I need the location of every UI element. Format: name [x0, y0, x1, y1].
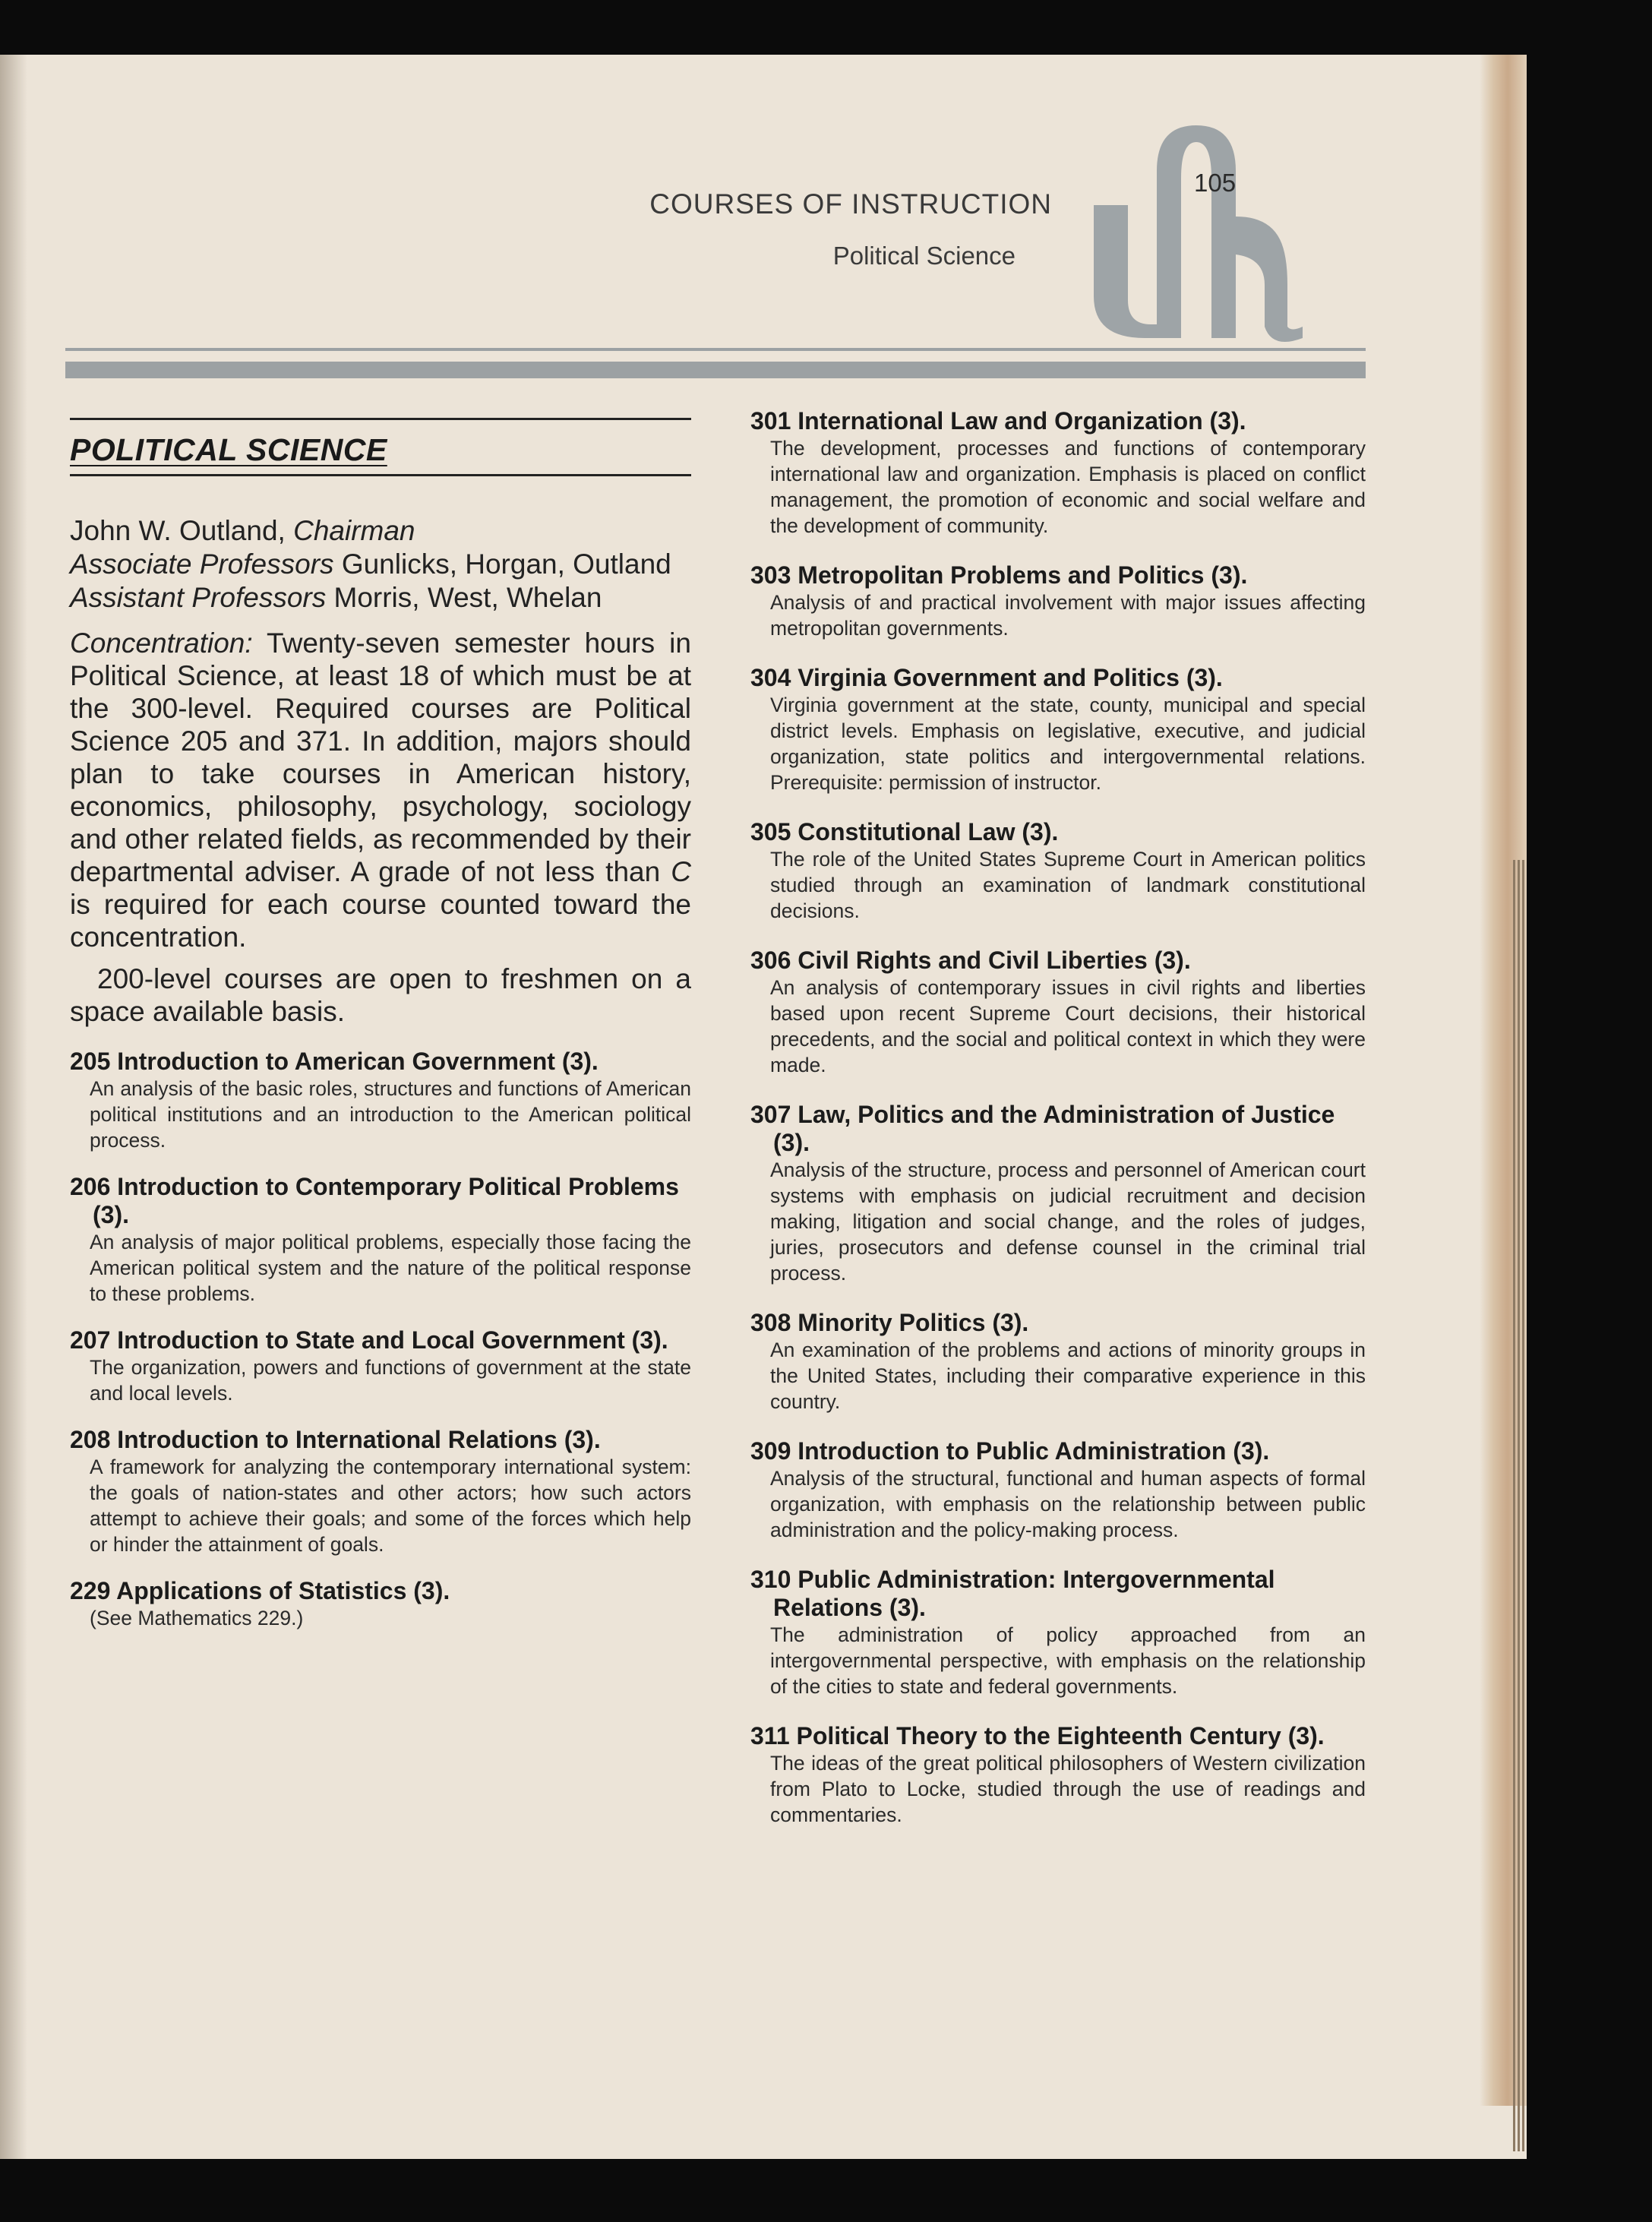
course-229 [70, 1577, 691, 1631]
course-304 [750, 664, 1366, 795]
course-207 [70, 1326, 691, 1406]
page-edge [1480, 55, 1527, 2106]
course-title: 305 Constitutional Law (3). [750, 818, 1059, 845]
course-208 [70, 1426, 691, 1557]
course-description: Analysis of and practical involvement with major issues affecting metropolitan governments. [770, 591, 1366, 640]
section-heading [70, 418, 691, 476]
page-number: 105 [1194, 169, 1237, 197]
header-bar [65, 362, 1366, 378]
course-205 [70, 1048, 691, 1153]
course-309 [750, 1437, 1366, 1543]
course-310 [750, 1566, 1366, 1699]
header-rule [65, 348, 1366, 351]
running-header-subtitle: Political Science [832, 242, 1016, 270]
chairman-line [70, 514, 691, 548]
course-206 [70, 1173, 691, 1307]
course-title: 301 International Law and Organization (3). [750, 407, 1246, 435]
chairman-name: John W. Outland, [70, 515, 286, 546]
concentration-paragraph: Concentration: Twenty-seven semester hours in Political Science, at least 18 of which must be at the 300-level. Required courses are Political Science 205 and 371. In addition, majors should plan to take courses in American history, economics, philosophy, psychology, sociology and other related fields, as recommended by their departmental adviser. A grade of not less than C is required for each course counted toward the concentration. [70, 627, 691, 953]
course-description: (See Mathematics 229.) [90, 1607, 304, 1629]
course-description: The role of the United States Supreme Court in American politics studied through an examination of landmark constitutional decisions. [770, 848, 1366, 922]
course-title: 310 Public Administration: Intergovernmental Relations (3). [750, 1566, 1275, 1621]
course-description: The development, processes and functions of contemporary international law and organization. Emphasis is placed on conflict management, the promotion of economic and social welfare and the development of community. [770, 437, 1366, 537]
chairman-role: Chairman [293, 515, 415, 546]
course-title: 307 Law, Politics and the Administration of Justice (3). [750, 1101, 1335, 1156]
right-column [750, 407, 1366, 1851]
running-header-title: COURSES OF INSTRUCTION [649, 188, 1052, 220]
course-description: The organization, powers and functions of government at the state and local levels. [90, 1356, 691, 1405]
assistant-names: Morris, West, Whelan [333, 582, 602, 613]
faculty-list [70, 514, 691, 615]
ur-logo-icon [1075, 125, 1375, 346]
course-description: Virginia government at the state, county, municipal and special district levels. Emphasis on legislative, executive, and judicial organization, state politics and intergovernmental relations. Prerequisite: permission of instructor. [770, 694, 1366, 794]
course-title: 206 Introduction to Contemporary Political Problems (3). [70, 1173, 679, 1228]
course-description: A framework for analyzing the contemporary international system: the goals of nation-states and other actors; how such actors attempt to achieve their goals; and some of the forces which help or hinder the attainment of goals. [90, 1456, 691, 1556]
binding-shadow [0, 55, 27, 2159]
freshmen-note: 200-level courses are open to freshmen on a space available basis. [70, 963, 691, 1027]
course-description: The administration of policy approached from an intergovernmental perspective, with emphasis on the relationship of the cities to state and federal governments. [770, 1623, 1366, 1698]
course-title: 306 Civil Rights and Civil Liberties (3). [750, 947, 1191, 974]
course-title: 207 Introduction to State and Local Government (3). [70, 1326, 668, 1354]
course-title: 303 Metropolitan Problems and Politics (3). [750, 561, 1248, 589]
course-title: 309 Introduction to Public Administration (3). [750, 1437, 1270, 1465]
course-title: 311 Political Theory to the Eighteenth Century (3). [750, 1722, 1325, 1749]
course-description: An analysis of the basic roles, structures and functions of American political institutions and an introduction to the American political process. [90, 1077, 691, 1152]
course-description: An analysis of contemporary issues in civil rights and liberties based upon recent Supreme Court decisions, their historical precedents, and the social and political context in which they were made. [770, 976, 1366, 1076]
grade-letter: C [671, 856, 691, 887]
section-title: POLITICAL SCIENCE [70, 432, 387, 467]
course-title: 229 Applications of Statistics (3). [70, 1577, 450, 1604]
left-column [70, 418, 691, 1651]
course-title: 208 Introduction to International Relations (3). [70, 1426, 601, 1453]
associate-label: Associate Professors [70, 548, 334, 580]
course-title: 205 Introduction to American Government (3). [70, 1048, 599, 1075]
assistant-label: Assistant Professors [70, 582, 327, 613]
course-title: 304 Virginia Government and Politics (3). [750, 664, 1223, 691]
course-description: An analysis of major political problems, especially those facing the American political system and the nature of the political response to these problems. [90, 1231, 691, 1305]
course-description: The ideas of the great political philosophers of Western civilization from Plato to Locke, studied through the use of readings and commentaries. [770, 1752, 1366, 1826]
course-308 [750, 1309, 1366, 1414]
course-307 [750, 1101, 1366, 1286]
course-301 [750, 407, 1366, 539]
course-description: Analysis of the structure, process and personnel of American court systems with emphasis on judicial recruitment and decision making, litigation and social change, and the roles of judges, juries, prosecutors and defense counsel in the criminal trial process. [770, 1158, 1366, 1285]
course-description: An examination of the problems and actions of minority groups in the United States, including their comparative experience in this country. [770, 1339, 1366, 1413]
assistant-professors-line [70, 581, 691, 615]
associate-professors-line [70, 548, 691, 581]
course-306 [750, 947, 1366, 1078]
concentration-label: Concentration: [70, 627, 253, 659]
course-title: 308 Minority Politics (3). [750, 1309, 1029, 1336]
associate-names: Gunlicks, Horgan, Outland [341, 548, 671, 580]
course-311 [750, 1722, 1366, 1828]
course-303 [750, 561, 1366, 641]
course-description: Analysis of the structural, functional and human aspects of formal organization, with emphasis on the relationship between public administration and the policy-making process. [770, 1467, 1366, 1541]
course-305 [750, 818, 1366, 924]
